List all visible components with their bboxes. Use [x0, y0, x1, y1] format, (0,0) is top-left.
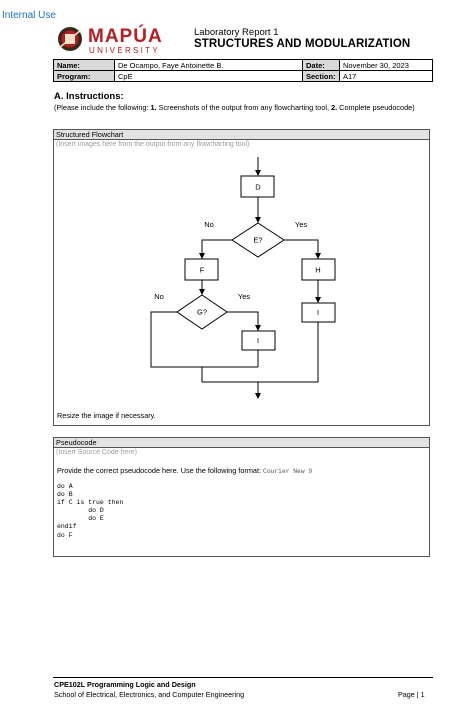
program-label: Program:: [54, 71, 115, 82]
mapua-logo: [56, 22, 180, 56]
program-value: CpE: [115, 71, 303, 82]
format-spec: Courier New 9: [263, 468, 313, 475]
internal-use-label: Internal Use: [2, 10, 56, 21]
node-h-label: H: [315, 265, 321, 275]
flowchart-diagram: [54, 130, 429, 425]
e-yes-label: Yes: [294, 220, 308, 229]
section-value: A17: [340, 71, 433, 82]
pseudocode-box-header: Pseudocode: [54, 438, 429, 448]
flow-arrow: [202, 240, 232, 258]
node-g-label: G?: [196, 307, 208, 317]
seal-icon: [58, 27, 82, 51]
node-e-label: E?: [253, 235, 263, 245]
flow-arrow: [284, 240, 318, 258]
svg-text:UNIVERSITY: UNIVERSITY: [89, 46, 161, 55]
pseudocode-text: do A do B if C is true then do D do E endif do F: [57, 483, 124, 539]
student-info-table: [53, 59, 433, 82]
footer-page-number: Page | 1: [398, 690, 425, 699]
footer-course: CPE102L Programming Logic and Design: [54, 680, 196, 689]
report-title: STRUCTURES AND MODULARIZATION: [194, 38, 411, 50]
flow-arrow: [227, 312, 258, 330]
flowchart-hint: (Insert images here from the output from any flowcharting tool): [56, 141, 250, 148]
pseudocode-box: [53, 437, 430, 557]
node-i-right-label: I: [316, 308, 320, 317]
resize-note: Resize the image if necessary.: [57, 411, 156, 420]
footer-school: School of Electrical, Electronics, and Computer Engineering: [54, 690, 245, 699]
e-no-label: No: [204, 220, 214, 229]
flowchart-box-header: Structured Flowchart: [54, 130, 429, 140]
report-number: Laboratory Report 1: [194, 27, 279, 38]
name-label: Name:: [54, 60, 115, 71]
instructions-text: (Please include the following: 1. Screenshots of the output from any flowcharting tool, 2. Complete pseudocode): [54, 103, 415, 112]
section-heading: A. Instructions:: [54, 91, 124, 102]
node-d-label: D: [255, 182, 261, 192]
flowchart-box: [53, 129, 430, 426]
g-yes-label: Yes: [237, 292, 251, 301]
name-value: De Ocampo, Faye Antoinette B.: [115, 60, 303, 71]
date-label: Date:: [303, 60, 340, 71]
footer-divider: [53, 677, 433, 678]
node-f-label: F: [199, 265, 205, 275]
g-no-label: No: [154, 292, 164, 301]
section-label: Section:: [303, 71, 340, 82]
node-i-left-label: I: [256, 336, 260, 345]
pseudocode-hint: (Insert Source Code here): [56, 449, 137, 456]
date-value: November 30, 2023: [340, 60, 433, 71]
pseudocode-intro: Provide the correct pseudocode here. Use the following format: Courier New 9: [57, 466, 313, 475]
svg-text:MAPÚA: MAPÚA: [88, 26, 163, 47]
